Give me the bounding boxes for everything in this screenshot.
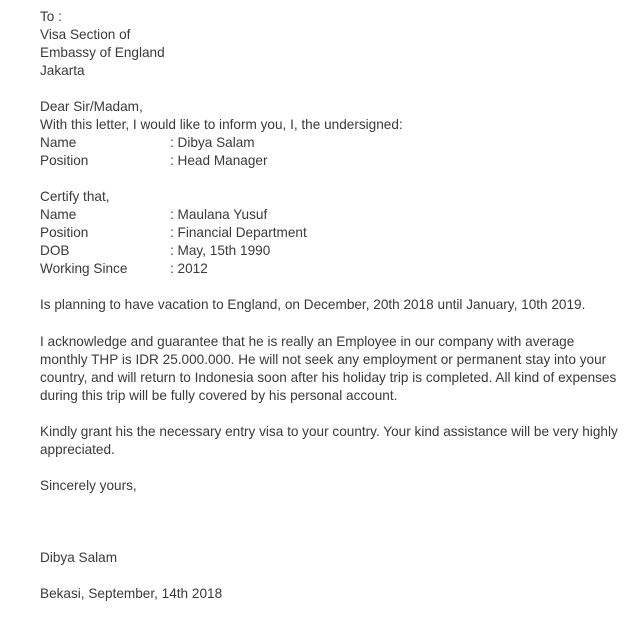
employee-dob-row [40,242,600,260]
address-line-1: Visa Section of [40,27,131,42]
signer-position-value: : Head Manager [170,153,268,168]
request-line-1: Kindly grant his the necessary entry visa to your country. Your kind assistance will be very highly [40,424,618,439]
employee-position-value: : Financial Department [170,225,307,240]
ack-line-3: country, and will return to Indonesia soon after his holiday trip is completed. All kind of expenses [40,370,617,385]
signer-position-row [40,152,600,170]
address-line-2: Embassy of England [40,45,165,60]
employee-position-row [40,224,600,242]
signer-position-label: Position [40,153,89,168]
employee-dob-value: : May, 15th 1990 [170,243,271,258]
signer-name-row [40,134,600,152]
signer-name-value: : Dibya Salam [170,135,255,150]
address-to: To : [40,9,62,24]
employee-name-row [40,206,600,224]
employee-name-value: : Maulana Yusuf [170,207,268,222]
employee-dob-label: DOB [40,243,70,258]
ack-line-2: monthly THP is IDR 25.000.000. He will not seek any employment or permanent stay into your [40,352,607,367]
employee-since-row [40,260,600,278]
vacation-text: Is planning to have vacation to England, on December, 20th 2018 until January, 10th 2019. [40,297,586,312]
ack-line-4: during this trip will be fully covered by his personal account. [40,388,398,403]
request-line-2: appreciated. [40,442,115,457]
certify-text: Certify that, [40,189,110,204]
signer-name-label: Name [40,135,77,150]
place-date: Bekasi, September, 14th 2018 [40,586,223,601]
closing-text: Sincerely yours, [40,478,137,493]
employee-since-value: : 2012 [170,261,208,276]
signature-name: Dibya Salam [40,550,118,565]
employee-name-label: Name [40,207,77,222]
employee-position-label: Position [40,225,89,240]
intro-text: With this letter, I would like to inform you, I, the undersigned: [40,117,403,132]
salutation: Dear Sir/Madam, [40,99,143,114]
address-line-3: Jakarta [40,63,85,78]
employee-since-label: Working Since [40,261,128,276]
ack-line-1: I acknowledge and guarantee that he is really an Employee in our company with average [40,334,575,349]
